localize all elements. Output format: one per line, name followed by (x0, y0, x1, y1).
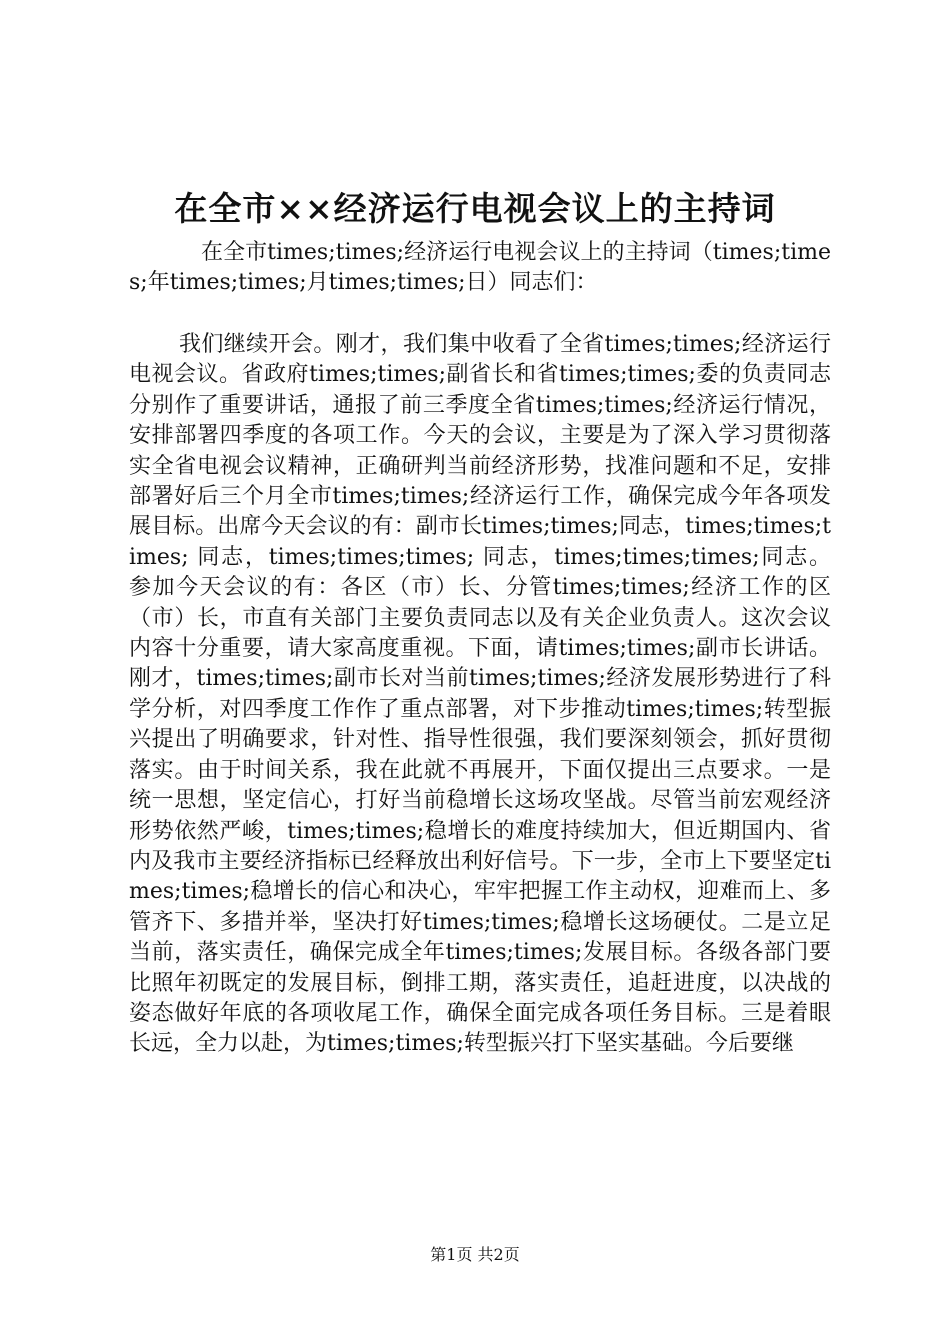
intro-paragraph: 在全市times;times;经济运行电视会议上的主持词（times;times;年times;times;月times;times;日）同志们： (129, 240, 831, 296)
body-paragraph: 我们继续开会。刚才，我们集中收看了全省times;times;经济运行电视会议。省政府times;times;副省长和省times;times;委的负责同志分别作了重要讲话，通报了前三季度全省times;times;经济运行情况，安排部署四季度的各项工作。今天的会议，主要是为了深入学习贯彻落实全省电视会议精神，正确研判当前经济形势，找准问题和不足，安排部署好后三个月全市times;times;经济运行工作，确保完成今年各项发展目标。出席今天会议的有：副市长times;times;同志，times;times;times; 同志，times;times;times; 同志，times;times;times;同志。参加今天会议的有：各区（市）长、分管times;times;经济工作的区（市）长，市直有关部门主要负责同志以及有关企业负责人。这次会议内容十分重要，请大家高度重视。下面，请times;times;副市长讲话。刚才，times;times;副市长对当前times;times;经济发展形势进行了科学分析，对四季度工作作了重点部署，对下步推动times;times;转型振兴提出了明确要求，针对性、指导性很强，我们要深刻领会，抓好贯彻落实。由于时间关系，我在此就不再展开，下面仅提出三点要求。一是统一思想，坚定信心，打好当前稳增长这场攻坚战。尽管当前宏观经济形势依然严峻，times;times;稳增长的难度持续加大，但近期国内、省内及我市主要经济指标已经释放出利好信号。下一步，全市上下要坚定times;times;稳增长的信心和决心，牢牢把握工作主动权，迎难而上、多管齐下、多措并举，坚决打好times;times;稳增长这场硬仗。二是立足当前，落实责任，确保完成全年times;times;发展目标。各级各部门要比照年初既定的发展目标，倒排工期，落实责任，追赶进度，以决战的姿态做好年底的各项收尾工作，确保全面完成各项任务目标。三是着眼长远，全力以赴，为times;times;转型振兴打下坚实基础。今后要继 (129, 332, 831, 1057)
page-footer: 第1页 共2页 (430, 1245, 520, 1264)
document-title: 在全市××经济运行电视会议上的主持词 (174, 189, 776, 228)
